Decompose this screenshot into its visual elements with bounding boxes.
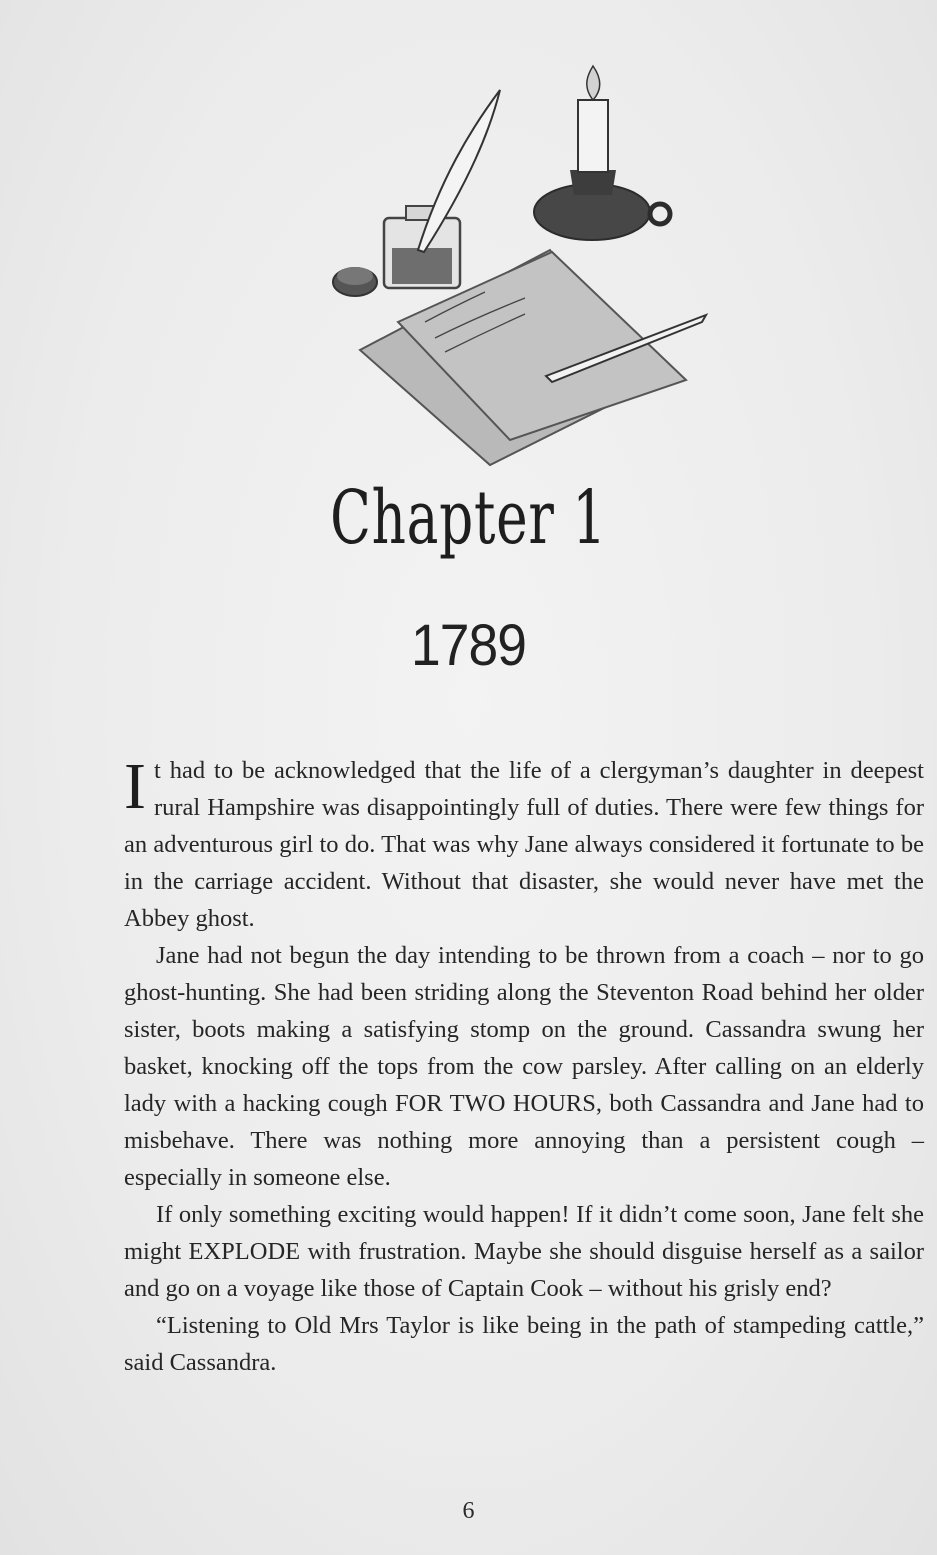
candle-icon (534, 66, 670, 240)
chapter-body (124, 752, 924, 1381)
ink-cap-icon (333, 267, 377, 296)
paragraph-4: “Listening to Old Mrs Taylor is like being in the path of stampeding cattle,” said Cassandra. (124, 1312, 924, 1376)
chapter-title: Chapter 1 (330, 475, 607, 561)
page-number: 6 (462, 1498, 475, 1524)
drop-cap: I (124, 750, 146, 823)
paragraph-1-text: t had to be acknowledged that the life of a clergyman’s daughter in deepest rural Hampshire was disappointingly full of duties. There were few things for an adventurous girl to do. That was why Jane always considered it fortunate to be in the carriage accident. Without that disaster, she would never have met the Abbey ghost. (124, 757, 924, 932)
chapter-year: 1789 (410, 613, 527, 678)
paragraph-3: If only something exciting would happen! If it didn’t come soon, Jane felt she might EXPLODE with frustration. Maybe she should disguise herself as a sailor and go on a voyage like those of Captain Cook – without his grisly end? (124, 1201, 924, 1302)
paragraph-2: Jane had not begun the day intending to be thrown from a coach – nor to go ghost-hunting. She had been striding along the Steventon Road behind her older sister, boots making a satisfying stomp on the ground. Cassandra swung her basket, knocking off the tops from the cow parsley. After calling on an elderly lady with a hacking cough FOR TWO HOURS, both Cassandra and Jane had to misbehave. There was nothing more annoying than a persistent cough – especially in someone else. (124, 942, 924, 1191)
quill-ink-candle-letter-illustration (320, 60, 740, 480)
paragraph-1 (124, 752, 924, 937)
